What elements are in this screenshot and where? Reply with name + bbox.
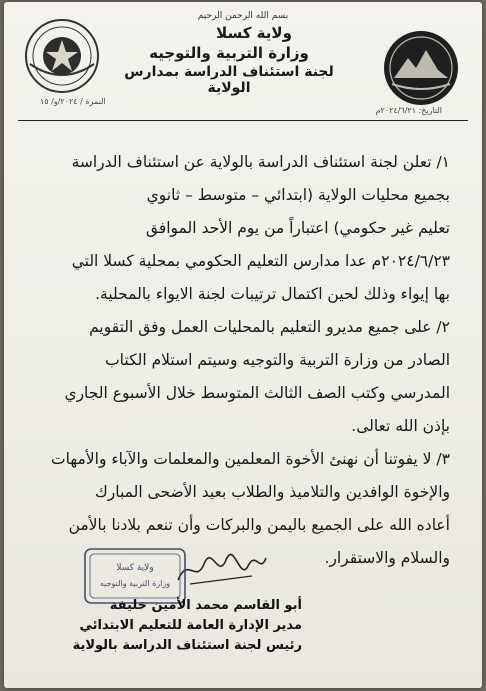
state-logo-icon bbox=[380, 28, 462, 108]
body-line: والسلام والاستقرار. bbox=[324, 549, 450, 567]
letterhead bbox=[114, 24, 344, 96]
signatory-name: أبو القاسم محمد الأمين خليفة bbox=[109, 598, 302, 613]
body-line: بها إيواء وذلك لحين اكتمال ترتيبات لجنة الايواء بالمحلية. bbox=[95, 285, 450, 303]
header-divider bbox=[18, 120, 468, 121]
body-line: أعاده الله على الجميع باليمن والبركات وأن تنعم بلادنا بالأمن bbox=[68, 516, 450, 534]
signatory-title: رئيس لجنة استئناف الدراسة بالولاية bbox=[72, 638, 302, 653]
document-page bbox=[4, 2, 482, 688]
body-line: ٣/ لا يفوتنا أن نهنئ الأخوة المعلمين والمعلمات والآباء والأمهات bbox=[51, 450, 450, 468]
reference-number: النمرة / ٢٠٢٤/و/ ١٥ bbox=[40, 97, 106, 106]
body-line: الصادر من وزارة التربية والتوجيه وسيتم استلام الكتاب bbox=[105, 351, 450, 369]
ministry-name: وزارة التربية والتوجيه bbox=[149, 44, 309, 62]
state-name: ولاية كسلا bbox=[216, 24, 292, 42]
body-line: تعليم غير حكومي) اعتباراً من يوم الأحد الموافق bbox=[145, 219, 450, 237]
body-line: والإخوة الوافدين والتلاميذ والطلاب بعيد الأضحى المبارك bbox=[94, 483, 450, 501]
committee-name: لجنة استئناف الدراسة بمدارس الولاية bbox=[124, 64, 334, 96]
body-line: ٢٠٢٤/٦/٢٣م عدا مدارس التعليم الحكومي بمحلية كسلا التي bbox=[71, 252, 450, 270]
body-line: ٢/ على جميع مديرو التعليم بالمحليات العمل وفق التقويم bbox=[89, 318, 450, 336]
body-line: بإذن الله تعالى. bbox=[351, 417, 450, 435]
body-line: ١/ تعلن لجنة استئناف الدراسة بالولاية عن استئناف الدراسة bbox=[71, 153, 450, 171]
signature-block bbox=[73, 596, 302, 656]
body-line: المدرسي وكتب الصف الثالث المتوسط خلال الأسبوع الجاري bbox=[64, 384, 450, 402]
stamp-text: ولاية كسلا bbox=[116, 563, 154, 573]
body-line: بجميع محليات الولاية (ابتدائي – متوسط – ثانوي bbox=[146, 186, 450, 204]
document-date: التاريخ: ٢٠٢٤/٦/٢١م bbox=[375, 106, 442, 115]
ministry-logo-icon bbox=[16, 16, 108, 96]
bismillah: بسم الله الرحمن الرحيم bbox=[197, 11, 289, 21]
announcement-body bbox=[38, 146, 450, 575]
signatory-title: مدير الإدارة العامة للتعليم الابتدائي bbox=[79, 618, 302, 633]
stamp-text: وزارة التربية والتوجيه bbox=[99, 579, 171, 588]
